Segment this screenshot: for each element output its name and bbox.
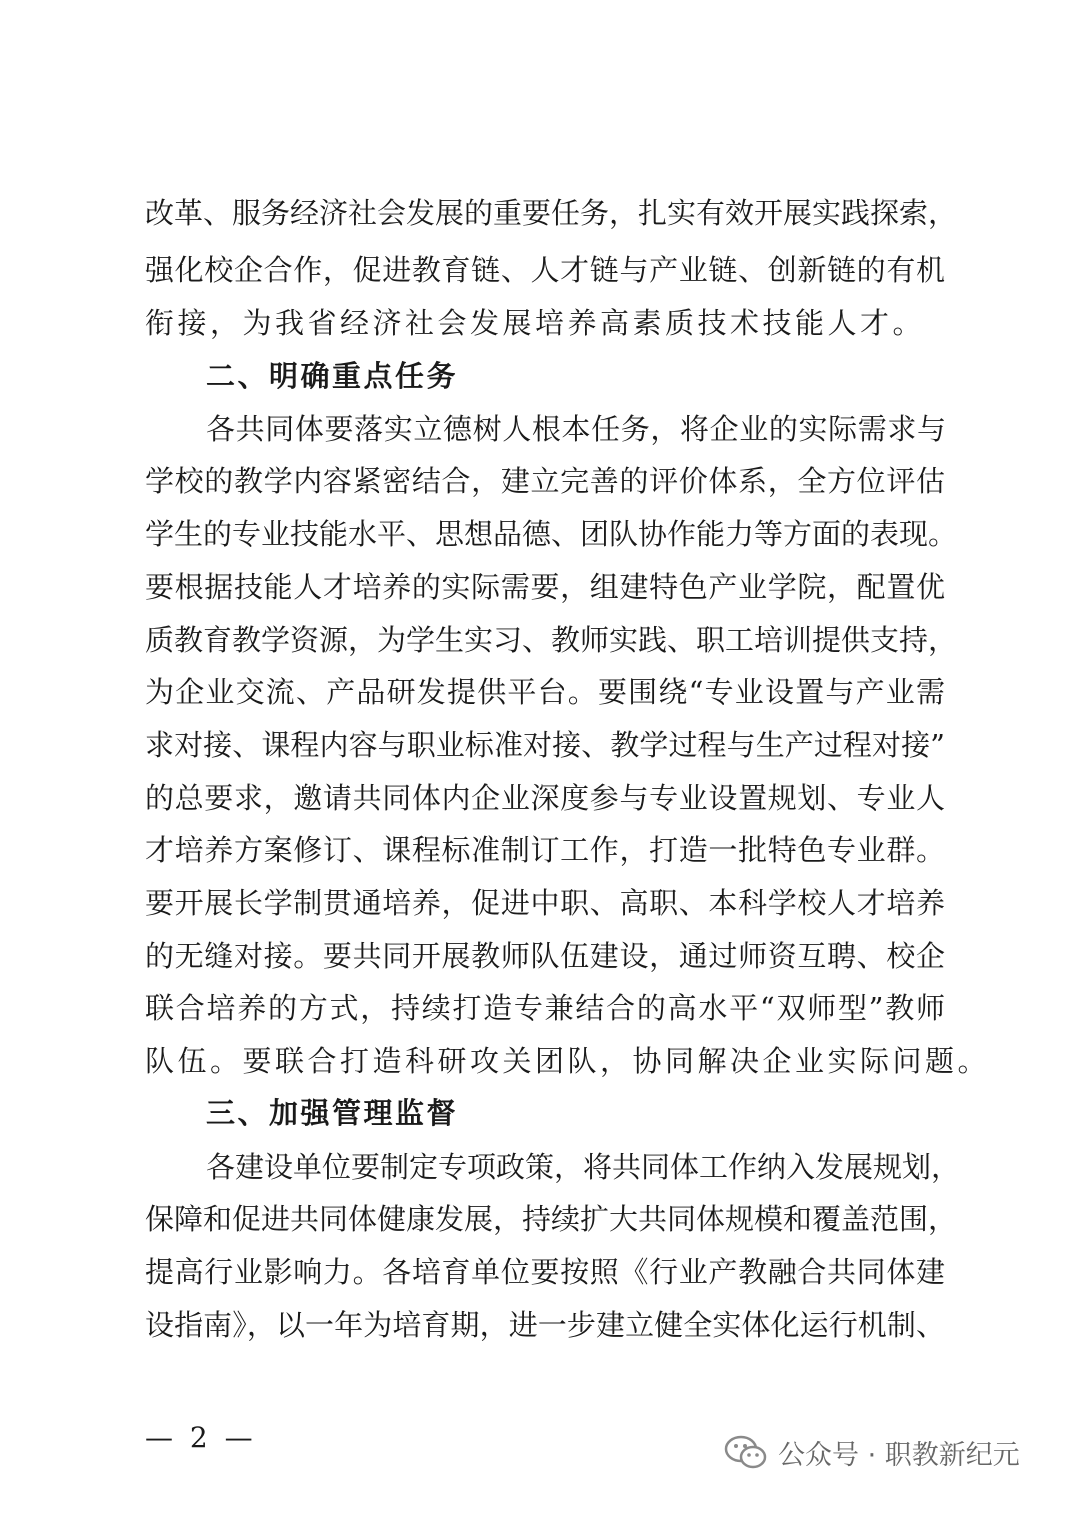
body-line: 强化校企合作，促进教育链、人才链与产业链、创新链的有机 [145, 253, 945, 287]
body-line: 队伍。要联合打造科研攻关团队，协同解决企业实际问题。 [145, 1044, 991, 1078]
body-line: 的总要求，邀请共同体内企业深度参与专业设置规划、专业人 [145, 781, 945, 815]
body-line: 提高行业影响力。各培育单位要按照《行业产教融合共同体建 [145, 1255, 945, 1289]
body-line: 学校的教学内容紧密结合，建立完善的评价体系，全方位评估 [145, 464, 945, 498]
body-line: 要开展长学制贯通培养，促进中职、高职、本科学校人才培养 [145, 886, 945, 920]
section-heading-3: 三、加强管理监督 [206, 1096, 459, 1130]
body-line: 各建设单位要制定专项政策，将共同体工作纳入发展规划， [206, 1150, 961, 1184]
body-line: 要根据技能人才培养的实际需要，组建特色产业学院，配置优 [145, 570, 945, 604]
body-line: 联合培养的方式，持续打造专兼结合的高水平“双师型”教师 [145, 991, 945, 1025]
body-line: 设指南》，以一年为培育期，进一步建立健全实体化运行机制、 [145, 1308, 945, 1342]
body-line: 各共同体要落实立德树人根本任务，将企业的实际需求与 [206, 412, 946, 446]
body-line: 才培养方案修订、课程标准制订工作，打造一批特色专业群。 [145, 833, 945, 867]
body-line: 质教育教学资源，为学生实习、教师实践、职工培训提供支持， [145, 623, 958, 657]
body-line: 改革、服务经济社会发展的重要任务，扎实有效开展实践探索， [145, 196, 958, 230]
watermark [724, 1432, 1064, 1472]
body-line: 保障和促进共同体健康发展，持续扩大共同体规模和覆盖范围， [145, 1202, 958, 1236]
section-heading-2: 二、明确重点任务 [206, 359, 459, 393]
body-line: 衔接，为我省经济社会发展培养高素质技术技能人才。 [145, 306, 926, 340]
body-line: 的无缝对接。要共同开展教师队伍建设，通过师资互聘、校企 [145, 939, 945, 973]
watermark-text: 公众号 · 职教新纪元 [778, 1439, 1020, 1471]
page-number: — 2 — [145, 1421, 257, 1454]
body-line: 为企业交流、产品研发提供平台。要围绕“专业设置与产业需 [145, 675, 945, 709]
wechat-icon [724, 1434, 768, 1470]
body-line: 求对接、课程内容与职业标准对接、教学过程与生产过程对接” [145, 728, 945, 762]
body-line: 学生的专业技能水平、思想品德、团队协作能力等方面的表现。 [145, 517, 958, 551]
